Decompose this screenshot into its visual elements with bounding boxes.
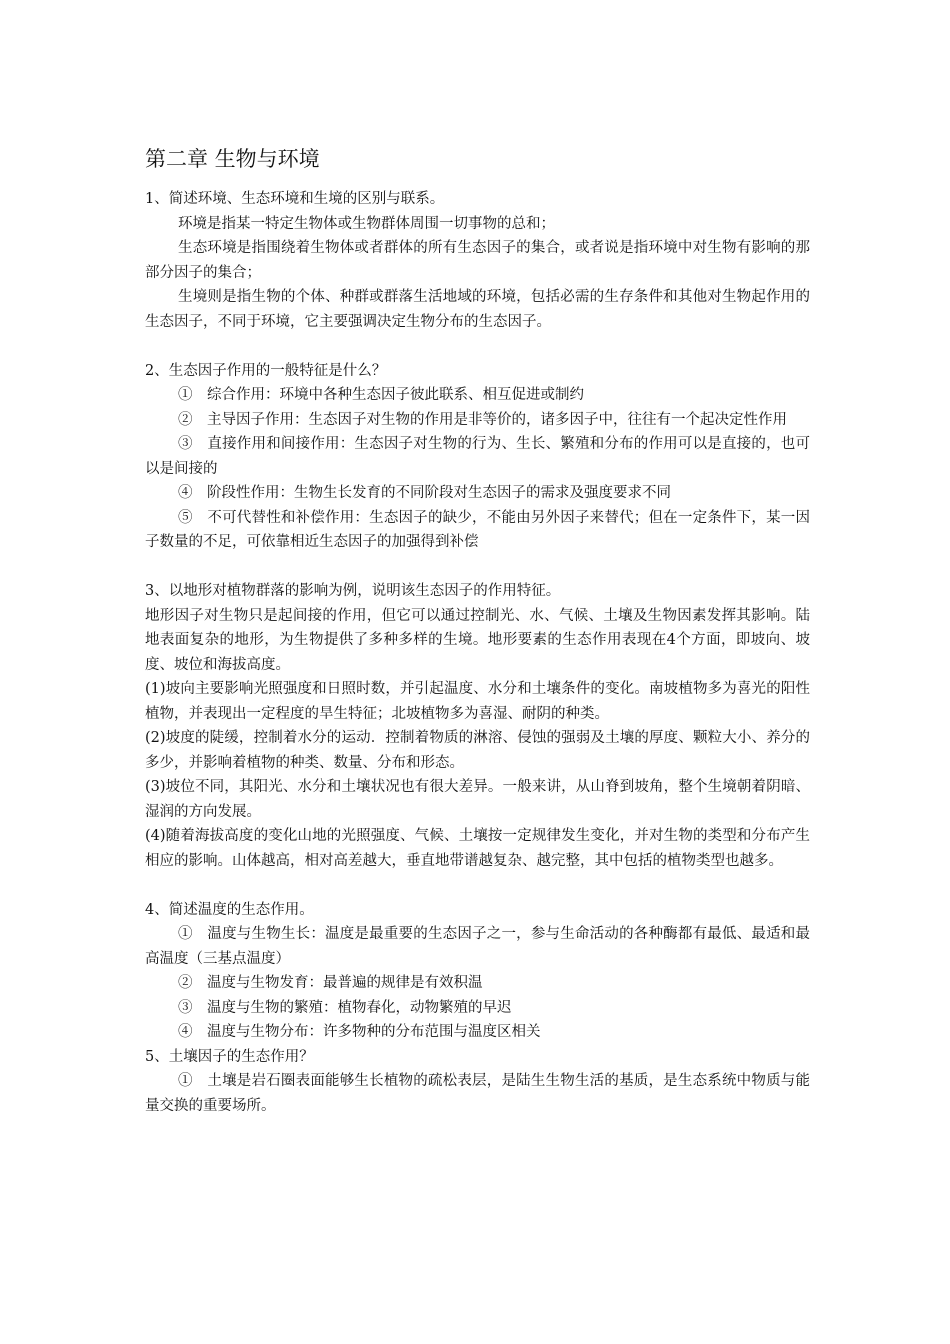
question-4-item: ② 温度与生物发育：最普遍的规律是有效积温 [178,975,483,991]
question-1-paragraph: 环境是指某一特定生物体或生物群体周围一切事物的总和； [178,215,555,232]
question-5-heading: 5、土壤因子的生态作用？ [145,1048,314,1065]
question-2-item: ② 主导因子作用：生态因子对生物的作用是非等价的，诸多因子中，往往有一个起决定性作用 [178,411,787,428]
question-5-item: ① 土壤是岩石圈表面能够生长植物的疏松表层，是陆生生物生活的基质，是生态系统中物质与能量交换的重要场所。 [145,1073,810,1114]
question-2-item: ④ 阶段性作用：生物生长发育的不同阶段对生态因子的需求及强度要求不同 [178,485,671,501]
question-3 [145,579,810,873]
question-1 [145,187,810,334]
question-5 [145,1045,810,1119]
question-3-item: (1)坡向主要影响光照强度和日照时数，并引起温度、水分和土壤条件的变化。南坡植物多为喜光的阳性植物，并表现出一定程度的旱生特征；北坡植物多为喜湿、耐阴的种类。 [145,681,810,722]
question-3-heading: 3、以地形对植物群落的影响为例，说明该生态因子的作用特征。 [145,583,561,599]
spacer [145,873,810,898]
spacer [145,555,810,580]
question-2-item: ③ 直接作用和间接作用：生态因子对生物的行为、生长、繁殖和分布的作用可以是直接的，也可以是间接的 [145,436,810,477]
question-2-heading: 2、生态因子作用的一般特征是什么？ [145,362,387,379]
chapter-title: 第二章 生物与环境 [145,147,320,171]
question-2 [145,359,810,555]
question-4 [145,898,810,1045]
question-4-heading: 4、简述温度的生态作用。 [145,901,314,918]
question-3-item: (3)坡位不同，其阳光、水分和土壤状况也有很大差异。一般来讲，从山脊到坡角，整个生境朝着阴暗、湿润的方向发展。 [145,779,810,820]
question-1-paragraph: 生境则是指生物的个体、种群或群落生活地域的环境，包括必需的生存条件和其他对生物起作用的生态因子，不同于环境，它主要强调决定生物分布的生态因子。 [145,289,810,330]
document-page [145,144,810,1118]
question-1-heading: 1、简述环境、生态环境和生境的区别与联系。 [145,191,445,207]
question-4-item: ④ 温度与生物分布：许多物种的分布范围与温度区相关 [178,1024,541,1040]
question-3-intro: 地形因子对生物只是起间接的作用，但它可以通过控制光、水、气候、土壤及生物因素发挥其影响。陆地表面复杂的地形，为生物提供了多种多样的生境。地形要素的生态作用表现在4个方面，即坡向、坡度、坡位和海拔高度。 [145,607,810,673]
question-3-item: (4)随着海拔高度的变化山地的光照强度、气候、土壤按一定规律发生变化，并对生物的类型和分布产生相应的影响。山体越高，相对高差越大，垂直地带谱越复杂、越完整，其中包括的植物类型也越多。 [145,828,810,869]
question-1-paragraph: 生态环境是指围绕着生物体或者群体的所有生态因子的集合，或者说是指环境中对生物有影响的那部分因子的集合； [145,240,810,281]
question-2-item: ⑤ 不可代替性和补偿作用：生态因子的缺少，不能由另外因子来替代；但在一定条件下，某一因子数量的不足，可依靠相近生态因子的加强得到补偿 [145,509,810,550]
spacer [145,334,810,359]
question-2-item: ① 综合作用：环境中各种生态因子彼此联系、相互促进或制约 [178,387,584,403]
question-4-item: ③ 温度与生物的繁殖：植物春化，动物繁殖的早迟 [178,999,512,1016]
question-4-item: ① 温度与生物生长：温度是最重要的生态因子之一，参与生命活动的各种酶都有最低、最适和最高温度（三基点温度） [145,926,810,967]
question-3-item: (2)坡度的陡缓，控制着水分的运动．控制着物质的淋溶、侵蚀的强弱及土壤的厚度、颗粒大小、养分的多少，并影响着植物的种类、数量、分布和形态。 [145,730,810,771]
